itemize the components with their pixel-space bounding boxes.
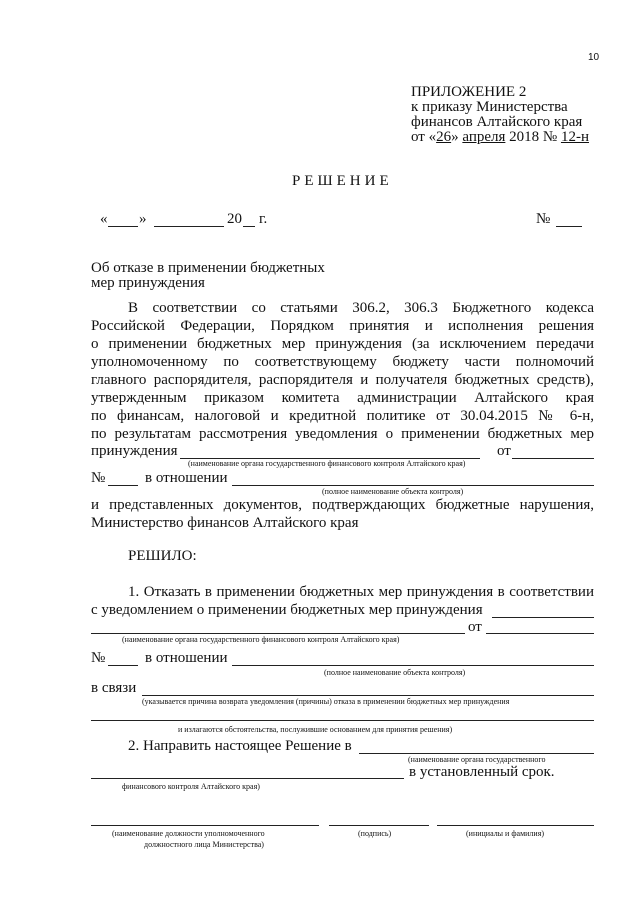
document-title: РЕШЕНИЕ [292, 173, 393, 189]
appendix-line-2: финансов Алтайского края [411, 114, 583, 130]
date-mid: » [451, 129, 463, 145]
signature-sign-blank[interactable] [329, 825, 429, 826]
signature-sign-note: (подпись) [358, 829, 392, 838]
regarding-label-1: в отношении [145, 470, 228, 486]
object-blank-1[interactable] [232, 485, 594, 486]
item2-organ-blank-1[interactable] [359, 753, 594, 754]
signature-name-note: (инициалы и фамилия) [466, 829, 545, 838]
item2-deadline: в установленный срок. [409, 764, 555, 780]
number-blank-1[interactable] [108, 485, 138, 486]
date-blank-2[interactable] [486, 633, 594, 634]
number-blank[interactable] [556, 226, 582, 227]
object-note-1: (полное наименование объекта контроля) [322, 487, 464, 496]
body-p1-line-2: Российской Федерации, Порядком принятия и исполнения решения [91, 318, 594, 334]
item2-organ-note-1: (наименование органа государственного [408, 755, 546, 764]
year-prefix: 20 [227, 211, 242, 227]
body-p1-line-4: уполномоченному по соответствующему бюджету части полномочий [91, 354, 594, 370]
body-p1-line-3: о применении бюджетных мер принуждения (за исключением передачи [91, 336, 594, 352]
body-p1-line-5: главного распорядителя, распорядителя и получателя бюджетных средств), [91, 372, 594, 388]
signature-position-note-1: (наименование должности уполномоченного [112, 829, 265, 838]
subject-line-2: мер принуждения [91, 275, 205, 291]
number-blank-2[interactable] [108, 665, 138, 666]
number-label-1: № [91, 470, 106, 486]
body-p1-line-7: по финансам, налоговой и кредитной политике от 30.04.2015 № 6-н, [91, 408, 594, 424]
date-year: 2018 № [505, 129, 561, 145]
month-blank[interactable] [154, 226, 224, 227]
day-blank[interactable] [108, 226, 138, 227]
ot-label-2: от [468, 619, 482, 635]
signature-name-blank[interactable] [437, 825, 594, 826]
item2-organ-note-2: финансового контроля Алтайского края) [122, 782, 260, 791]
due-to-label: в связи [91, 680, 137, 696]
appendix-title: ПРИЛОЖЕНИЕ 2 [411, 84, 527, 100]
organ-note-1: (наименование органа государственного финансового контроля Алтайского края) [188, 459, 466, 468]
body-p1-line-1: В соответствии со статьями 306.2, 306.3 Бюджетного кодекса [128, 300, 594, 316]
organ-note-2: (наименование органа государственного финансового контроля Алтайского края) [122, 635, 400, 644]
date-day: 26 [436, 129, 452, 145]
organ-blank-2[interactable] [91, 633, 465, 634]
appendix-date [411, 129, 589, 146]
quote-open: « [100, 211, 108, 227]
ot-label-1: от [497, 443, 511, 459]
date-month: апреля [462, 129, 506, 145]
resolved-heading: РЕШИЛО: [128, 548, 197, 564]
object-blank-2[interactable] [232, 665, 594, 666]
body-p1-line-8: по результатам рассмотрения уведомления о применении бюджетных мер [91, 426, 594, 442]
body-p2-line-2: Министерство финансов Алтайского края [91, 515, 359, 531]
body-p2-line-1: и представленных документов, подтверждающих бюджетные нарушения, [91, 497, 594, 513]
year-suffix: г. [259, 211, 268, 227]
item1-line-2: с уведомлением о применении бюджетных мер принуждения [91, 602, 483, 618]
subject-line-1: Об отказе в применении бюджетных [91, 260, 325, 276]
regarding-label-2: в отношении [145, 650, 228, 666]
item1-line-1: 1. Отказать в применении бюджетных мер принуждения в соответствии [128, 584, 594, 600]
body-p1-line-6: утвержденным приказом комитета администрации Алтайского края [91, 390, 594, 406]
quote-close: » [139, 211, 147, 227]
date-blank-1[interactable] [512, 458, 594, 459]
number-sign: № [536, 211, 551, 227]
order-number: 12-н [560, 129, 589, 145]
reason-blank-2[interactable] [91, 720, 594, 721]
number-label-2: № [91, 650, 106, 666]
object-note-2: (полное наименование объекта контроля) [324, 668, 466, 677]
reason-blank-1[interactable] [142, 695, 594, 696]
page-number: 10 [588, 52, 600, 63]
date-prefix: от « [411, 129, 437, 145]
signature-position-note-2: должностного лица Министерства) [144, 840, 264, 849]
item2-organ-blank-2[interactable] [91, 778, 404, 779]
appendix-line-1: к приказу Министерства [411, 99, 568, 115]
item1-notice-blank[interactable] [492, 617, 594, 618]
signature-position-blank[interactable] [91, 825, 319, 826]
reason-note-1: (указывается причина возврата уведомления (причины) отказа в применении бюджетных мер принуждения [142, 697, 510, 706]
year-blank[interactable] [243, 226, 255, 227]
body-p1-line-9: принуждения [91, 443, 178, 459]
reason-note-2: и излагаются обстоятельства, послужившие основанием для принятия решения) [178, 725, 453, 734]
item2-line-1: 2. Направить настоящее Решение в [128, 738, 352, 754]
